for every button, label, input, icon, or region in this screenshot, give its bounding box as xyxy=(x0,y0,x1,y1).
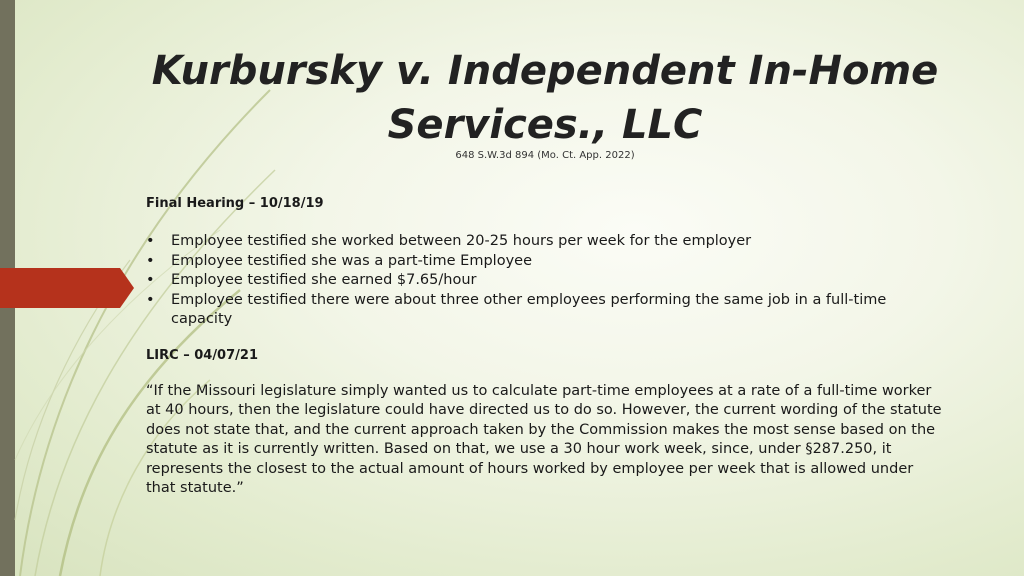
final-hearing-heading: Final Hearing – 10/18/19 xyxy=(146,196,324,211)
list-item xyxy=(146,291,946,330)
final-hearing-list xyxy=(146,232,946,330)
list-item-text: Employee testified she was a part-time Employee xyxy=(171,252,532,269)
list-item-text: Employee testified there were about three other employees performing the same job in a full-time capacity xyxy=(171,291,887,327)
slide-title: Kurbursky v. Independent In-Home Services., LLC xyxy=(151,48,939,148)
accent-arrow-tab xyxy=(0,268,134,308)
list-item xyxy=(146,232,946,252)
bullet-icon: • xyxy=(146,291,155,308)
lirc-quote: “If the Missouri legislature simply wanted us to calculate part-time employees at a rate of a full-time worker at 40 hours, then the legislature could have directed us to do so. However, the current wording of the statute does not state that, and the current approach taken by the Commission makes the most sense based on the statute as it is currently written. Based on that, we use a 30 hour work week, since, under §287.250, it represents the closest to the actual amount of hours worked by employee per week that is allowed under that statute.” xyxy=(146,382,942,496)
bullet-icon: • xyxy=(146,233,155,249)
slide-body xyxy=(146,192,946,499)
list-item-text: Employee testified she earned $7.65/hour xyxy=(171,272,477,288)
case-citation: 648 S.W.3d 894 (Mo. Ct. App. 2022) xyxy=(455,150,635,161)
list-item-text: Employee testified she worked between 20-25 hours per week for the employer xyxy=(171,233,752,249)
lirc-heading: LIRC – 04/07/21 xyxy=(146,347,258,363)
list-item xyxy=(146,271,946,291)
bullet-icon: • xyxy=(146,252,155,269)
list-item xyxy=(146,252,946,272)
bullet-icon: • xyxy=(146,272,155,288)
